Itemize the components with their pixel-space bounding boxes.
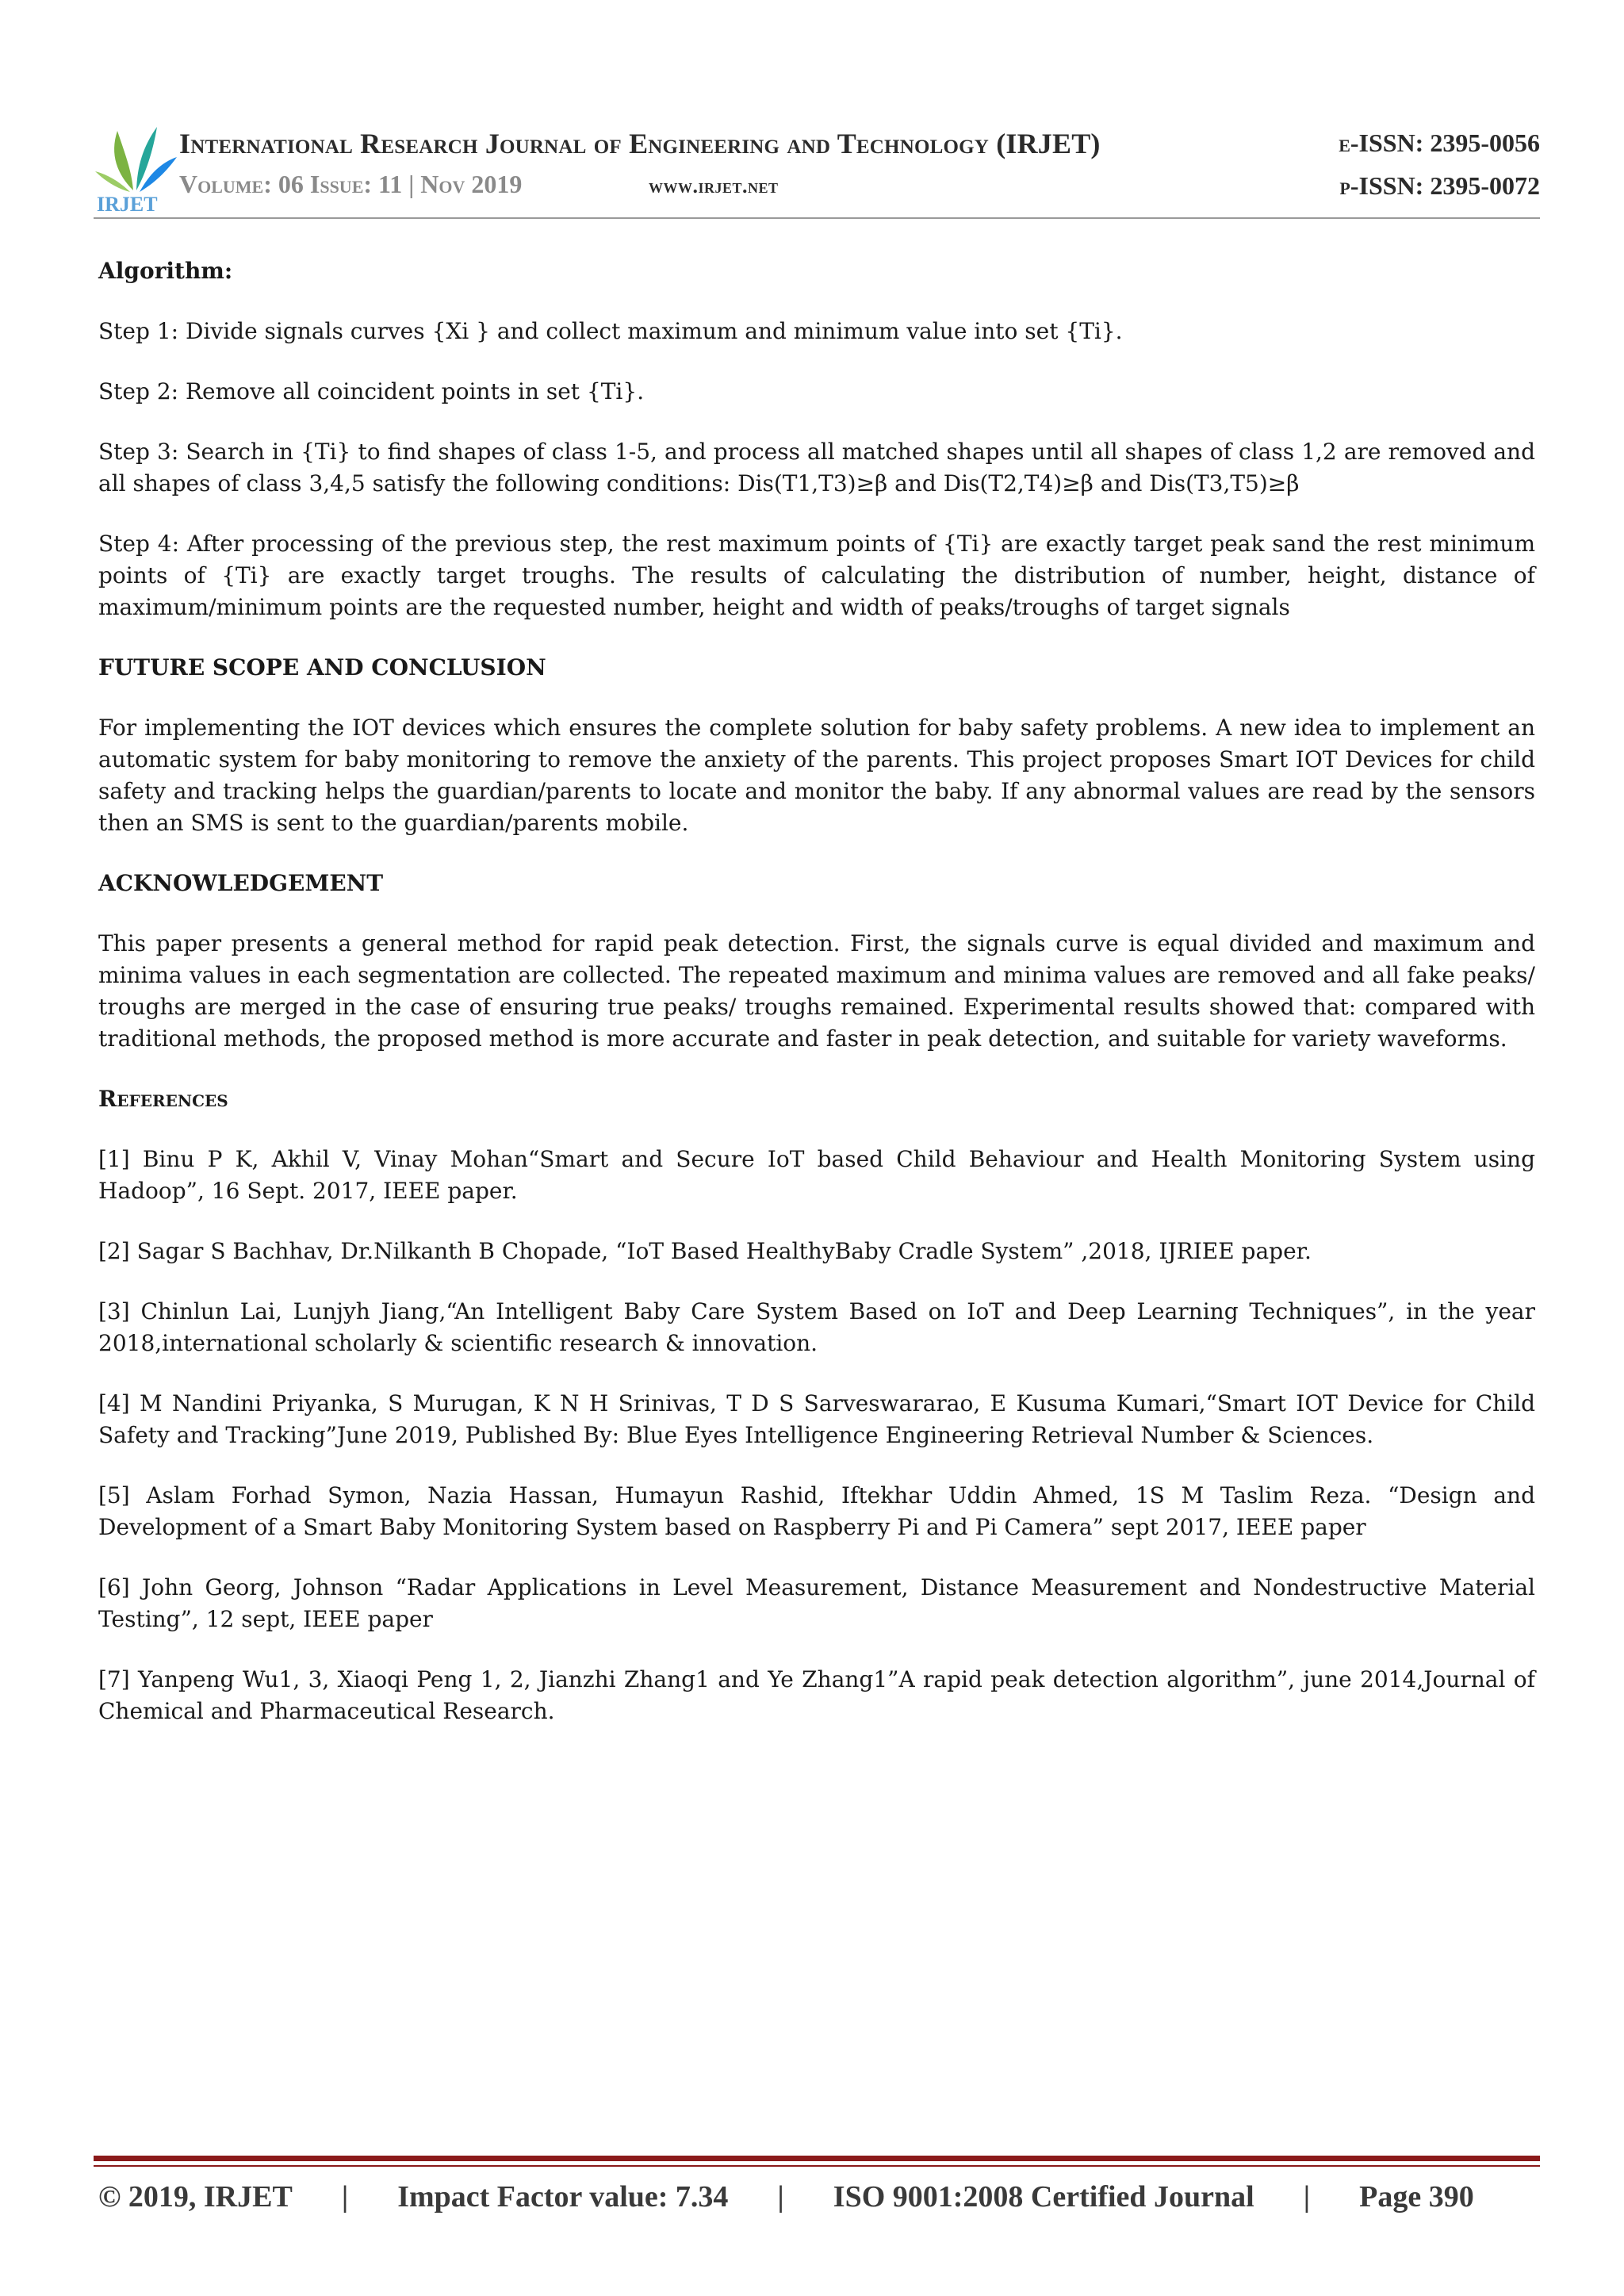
irjet-logo: [94, 119, 181, 214]
p-issn: p-ISSN: 2395-0072: [1339, 171, 1540, 200]
reference-item: [5] Aslam Forhad Symon, Nazia Hassan, Humayun Rashid, Iftekhar Uddin Ahmed, 1S M Taslim Reza. “Design and Development of a Smart Baby Monitoring System based on Raspberry Pi and Pi Camera” sept 2017, IEEE paper: [98, 1482, 1535, 1540]
reference-item: [2] Sagar S Bachhav, Dr.Nilkanth B Chopade, “IoT Based HealthyBaby Cradle System” ,2018, IJRIEE paper.: [98, 1238, 1312, 1264]
e-issn: e-ISSN: 2395-0056: [1339, 128, 1540, 157]
reference-item: [7] Yanpeng Wu1, 3, Xiaoqi Peng 1, 2, Jianzhi Zhang1 and Ye Zhang1”A rapid peak detection algorithm”, june 2014,Journal of Chemical and Pharmaceutical Research.: [98, 1666, 1535, 1724]
footer-rule-thin: [94, 2165, 1540, 2167]
page-footer: [98, 2179, 1494, 2214]
website-link[interactable]: www.irjet.net: [649, 174, 779, 197]
footer-separator: |: [777, 2180, 784, 2214]
algorithm-step-3: Step 3: Search in {Ti} to find shapes of class 1-5, and process all matched shapes until all shapes of class 1,2 are removed and all shapes of class 3,4,5 satisfy the following conditions: Dis(T1,T3)≥β and Dis(T2,T4)≥β and Dis(T3,T5)≥β: [98, 439, 1535, 496]
journal-title: International Research Journal of Engineering and Technology (IRJET): [179, 128, 1101, 159]
algorithm-step-1: Step 1: Divide signals curves {Xi } and collect maximum and minimum value into set {Ti}.: [98, 318, 1123, 344]
reference-item: [3] Chinlun Lai, Lunjyh Jiang,“An Intelligent Baby Care System Based on IoT and Deep Learning Techniques”, in the year 2018,international scholarly & scientific research & innovation.: [98, 1298, 1535, 1356]
page-body: [98, 255, 1535, 1727]
footer-separator: |: [1303, 2180, 1311, 2214]
algorithm-step-2: Step 2: Remove all coincident points in set {Ti}.: [98, 378, 645, 404]
logo-text: IRJET: [97, 193, 158, 214]
references-heading: References: [98, 1086, 228, 1112]
algorithm-step-4: Step 4: After processing of the previous step, the rest maximum points of {Ti} are exactly target peak sand the rest minimum points of {Ti} are exactly target troughs. The results of calculating the distribution of number, height, distance of maximum/minimum points are the requested number, height and width of peaks/troughs of target signals: [98, 531, 1535, 620]
acknowledgement-text: This paper presents a general method for rapid peak detection. First, the signals curve is equal divided and maximum and minima values in each segmentation are collected. The repeated maximum and minima values are removed and all fake peaks/ troughs are merged in the case of ensuring true peaks/ troughs remained. Experimental results showed that: compared with traditional methods, the proposed method is more accurate and faster in peak detection, and suitable for variety waveforms.: [98, 930, 1535, 1052]
footer-iso: ISO 9001:2008 Certified Journal: [833, 2180, 1254, 2214]
footer-separator: |: [341, 2180, 349, 2214]
page-header: [94, 119, 1540, 222]
footer-copyright: © 2019, IRJET: [98, 2180, 293, 2214]
reference-item: [6] John Georg, Johnson “Radar Applications in Level Measurement, Distance Measurement and Nondestructive Material Testing”, 12 sept, IEEE paper: [98, 1574, 1535, 1632]
footer-rule-thick: [94, 2156, 1540, 2161]
reference-item: [4] M Nandini Priyanka, S Murugan, K N H Srinivas, T D S Sarveswararao, E Kusuma Kumari,“Smart IOT Device for Child Safety and Tracking”June 2019, Published By: Blue Eyes Intelligence Engineering Retrieval Number & Sciences.: [98, 1390, 1535, 1448]
algorithm-heading: Algorithm:: [98, 258, 233, 284]
header-divider: [94, 217, 1540, 219]
future-scope-text: For implementing the IOT devices which ensures the complete solution for baby safety problems. A new idea to implement an automatic system for baby monitoring to remove the anxiety of the parents. This project proposes Smart IOT Devices for child safety and tracking helps the guardian/parents to locate and monitor the baby. If any abnormal values are read by the sensors then an SMS is sent to the guardian/parents mobile.: [98, 715, 1535, 836]
reference-item: [1] Binu P K, Akhil V, Vinay Mohan“Smart and Secure IoT based Child Behaviour and Health Monitoring System using Hadoop”, 16 Sept. 2017, IEEE paper.: [98, 1146, 1535, 1204]
footer-page-number: Page 390: [1359, 2180, 1474, 2214]
footer-impact-factor: Impact Factor value: 7.34: [397, 2180, 729, 2214]
volume-issue: Volume: 06 Issue: 11 | Nov 2019: [179, 170, 523, 198]
acknowledgement-heading: ACKNOWLEDGEMENT: [98, 870, 384, 896]
future-scope-heading: FUTURE SCOPE AND CONCLUSION: [98, 654, 546, 680]
